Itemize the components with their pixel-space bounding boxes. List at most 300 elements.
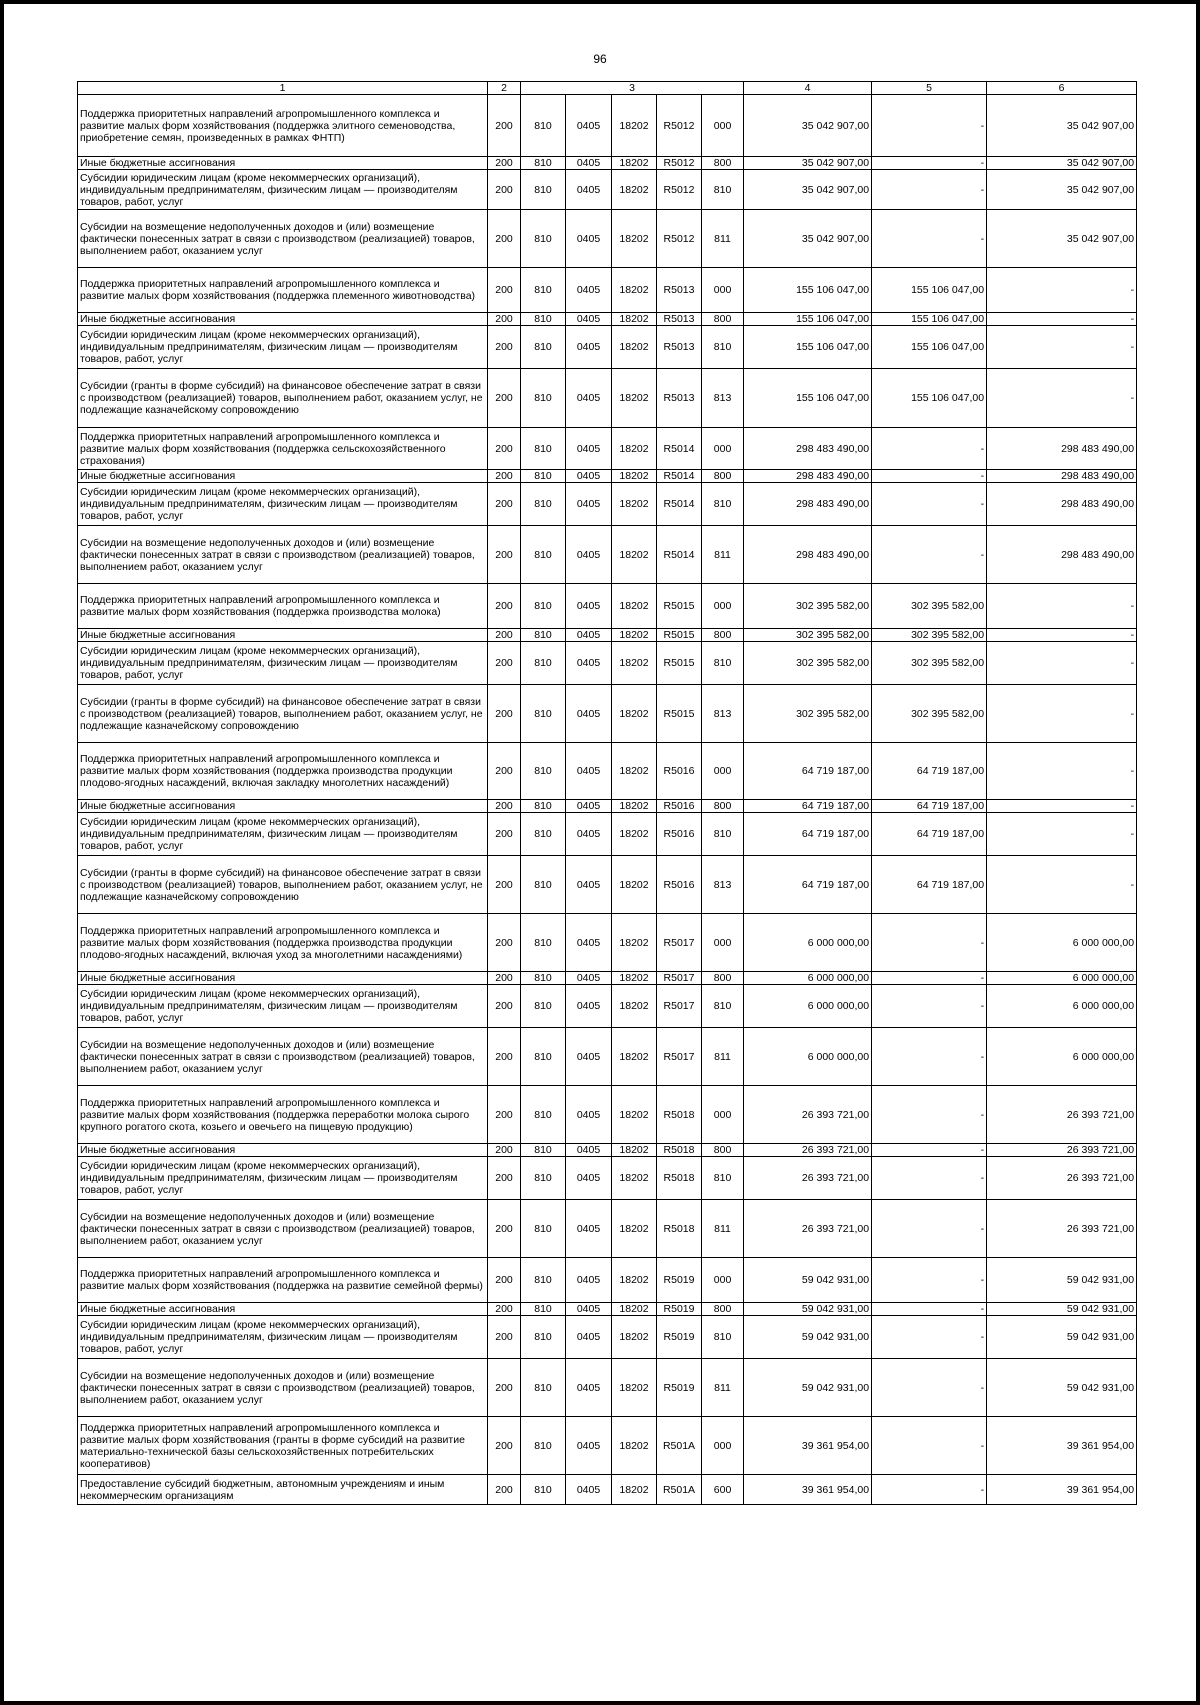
row-col-2: 200 — [488, 743, 521, 800]
row-col-3-a: 810 — [521, 1086, 566, 1144]
row-col-3-a: 810 — [521, 470, 566, 483]
row-col-2: 200 — [488, 1200, 521, 1258]
row-col-3-a: 810 — [521, 642, 566, 685]
table-row — [78, 1144, 1137, 1157]
row-col-3-e: 000 — [702, 914, 744, 972]
row-col-3-b: 0405 — [566, 800, 612, 813]
row-col-6: 35 042 907,00 — [987, 210, 1137, 268]
row-col-3-a: 810 — [521, 1359, 566, 1417]
row-col-3-c: 18202 — [612, 483, 657, 526]
row-col-2: 200 — [488, 157, 521, 170]
row-col-2: 200 — [488, 1144, 521, 1157]
table-row — [78, 629, 1137, 642]
row-col-3-e: 810 — [702, 985, 744, 1028]
row-col-5: 155 106 047,00 — [872, 268, 987, 313]
row-col-3-a: 810 — [521, 1144, 566, 1157]
row-col-5: 64 719 187,00 — [872, 856, 987, 914]
row-col-3-b: 0405 — [566, 972, 612, 985]
row-col-6: 59 042 931,00 — [987, 1316, 1137, 1359]
row-col-5: - — [872, 1200, 987, 1258]
row-col-3-e: 800 — [702, 470, 744, 483]
row-col-3-d: R5016 — [657, 743, 702, 800]
row-col-3-e: 811 — [702, 1028, 744, 1086]
row-col-3-b: 0405 — [566, 985, 612, 1028]
row-col-3-c: 18202 — [612, 813, 657, 856]
row-col-3-d: R5014 — [657, 526, 702, 584]
row-col-5: 302 395 582,00 — [872, 642, 987, 685]
row-col-2: 200 — [488, 369, 521, 428]
row-col-3-d: R5018 — [657, 1200, 702, 1258]
row-name: Поддержка приоритетных направлений агропромышленного комплекса и развитие малых форм хозяйствования (поддержка племенного животноводства) — [78, 268, 488, 313]
row-col-3-a: 810 — [521, 972, 566, 985]
row-name: Поддержка приоритетных направлений агропромышленного комплекса и развитие малых форм хозяйствования (поддержка переработки молока сырого крупного рогатого скота, козьего и овечьего на пищевую продукцию) — [78, 1086, 488, 1144]
row-col-3-e: 800 — [702, 800, 744, 813]
row-col-2: 200 — [488, 428, 521, 470]
row-col-6: 39 361 954,00 — [987, 1475, 1137, 1505]
row-col-3-c: 18202 — [612, 526, 657, 584]
row-col-3-b: 0405 — [566, 170, 612, 210]
row-col-2: 200 — [488, 170, 521, 210]
row-col-3-a: 810 — [521, 157, 566, 170]
row-name: Субсидии (гранты в форме субсидий) на финансовое обеспечение затрат в связи с производством (реализацией) товаров, выполнением работ, оказанием услуг, не подлежащие казначейскому сопровождению — [78, 856, 488, 914]
row-col-3-c: 18202 — [612, 1086, 657, 1144]
row-col-6: 26 393 721,00 — [987, 1144, 1137, 1157]
page-number: 96 — [593, 52, 607, 66]
row-col-3-d: R5018 — [657, 1157, 702, 1200]
table-row — [78, 685, 1137, 743]
row-col-3-c: 18202 — [612, 369, 657, 428]
row-col-6: 6 000 000,00 — [987, 985, 1137, 1028]
row-col-3-b: 0405 — [566, 1086, 612, 1144]
table-row — [78, 1359, 1137, 1417]
row-col-3-b: 0405 — [566, 685, 612, 743]
row-col-6: - — [987, 800, 1137, 813]
table-row — [78, 1258, 1137, 1303]
table-row — [78, 972, 1137, 985]
table-row — [78, 1417, 1137, 1475]
row-col-3-d: R5014 — [657, 428, 702, 470]
row-col-3-a: 810 — [521, 313, 566, 326]
row-col-3-e: 800 — [702, 313, 744, 326]
row-name: Субсидии на возмещение недополученных доходов и (или) возмещение фактически понесенных затрат в связи с производством (реализацией) товаров, выполнением работ, оказанием услуг — [78, 210, 488, 268]
row-col-3-b: 0405 — [566, 268, 612, 313]
row-col-3-b: 0405 — [566, 1316, 612, 1359]
row-col-3-e: 813 — [702, 856, 744, 914]
row-col-4: 35 042 907,00 — [744, 157, 872, 170]
table-row — [78, 813, 1137, 856]
row-name: Поддержка приоритетных направлений агропромышленного комплекса и развитие малых форм хозяйствования (гранты в форме субсидий на развитие материально-технической базы сельскохозяйственных потребительских кооперативов) — [78, 1417, 488, 1475]
row-col-6: - — [987, 813, 1137, 856]
row-col-3-b: 0405 — [566, 1258, 612, 1303]
row-col-3-b: 0405 — [566, 95, 612, 157]
row-col-4: 64 719 187,00 — [744, 800, 872, 813]
row-name: Субсидии на возмещение недополученных доходов и (или) возмещение фактически понесенных затрат в связи с производством (реализацией) товаров, выполнением работ, оказанием услуг — [78, 526, 488, 584]
row-col-6: 26 393 721,00 — [987, 1200, 1137, 1258]
row-col-3-d: R5017 — [657, 972, 702, 985]
row-col-4: 298 483 490,00 — [744, 526, 872, 584]
row-col-3-d: R5017 — [657, 914, 702, 972]
row-col-3-d: R5019 — [657, 1316, 702, 1359]
table-row — [78, 1316, 1137, 1359]
table-row — [78, 743, 1137, 800]
row-col-4: 302 395 582,00 — [744, 629, 872, 642]
row-col-5: - — [872, 1303, 987, 1316]
row-col-3-c: 18202 — [612, 1303, 657, 1316]
row-col-2: 200 — [488, 856, 521, 914]
row-col-2: 200 — [488, 268, 521, 313]
row-col-5: - — [872, 428, 987, 470]
row-col-6: - — [987, 268, 1137, 313]
row-name: Субсидии на возмещение недополученных доходов и (или) возмещение фактически понесенных затрат в связи с производством (реализацией) товаров, выполнением работ, оказанием услуг — [78, 1028, 488, 1086]
row-col-4: 59 042 931,00 — [744, 1316, 872, 1359]
row-col-4: 64 719 187,00 — [744, 813, 872, 856]
row-col-3-e: 810 — [702, 813, 744, 856]
row-col-3-a: 810 — [521, 856, 566, 914]
row-col-3-b: 0405 — [566, 1359, 612, 1417]
row-col-3-e: 000 — [702, 584, 744, 629]
row-col-2: 200 — [488, 972, 521, 985]
row-col-3-a: 810 — [521, 526, 566, 584]
row-col-3-d: R5012 — [657, 157, 702, 170]
row-col-3-b: 0405 — [566, 428, 612, 470]
row-col-3-e: 800 — [702, 1303, 744, 1316]
row-col-2: 200 — [488, 526, 521, 584]
row-col-3-e: 800 — [702, 972, 744, 985]
row-col-6: 59 042 931,00 — [987, 1359, 1137, 1417]
row-col-3-c: 18202 — [612, 1258, 657, 1303]
row-col-4: 64 719 187,00 — [744, 856, 872, 914]
row-col-3-d: R5012 — [657, 95, 702, 157]
row-col-4: 298 483 490,00 — [744, 483, 872, 526]
row-col-3-a: 810 — [521, 428, 566, 470]
row-col-3-e: 811 — [702, 1359, 744, 1417]
table-row — [78, 470, 1137, 483]
row-col-5: 155 106 047,00 — [872, 369, 987, 428]
row-col-5: 155 106 047,00 — [872, 326, 987, 369]
row-name: Субсидии юридическим лицам (кроме некоммерческих организаций), индивидуальным предпринимателям, физическим лицам — производителям товаров, работ, услуг — [78, 1157, 488, 1200]
row-col-3-c: 18202 — [612, 743, 657, 800]
row-col-3-c: 18202 — [612, 1200, 657, 1258]
row-col-3-c: 18202 — [612, 428, 657, 470]
row-col-2: 200 — [488, 483, 521, 526]
row-col-3-c: 18202 — [612, 685, 657, 743]
row-col-3-e: 000 — [702, 1417, 744, 1475]
table-row — [78, 157, 1137, 170]
row-col-3-b: 0405 — [566, 584, 612, 629]
row-col-3-b: 0405 — [566, 1028, 612, 1086]
row-col-3-d: R5016 — [657, 813, 702, 856]
row-name: Иные бюджетные ассигнования — [78, 1144, 488, 1157]
row-col-3-b: 0405 — [566, 1303, 612, 1316]
row-col-3-d: R5013 — [657, 313, 702, 326]
row-name: Субсидии (гранты в форме субсидий) на финансовое обеспечение затрат в связи с производством (реализацией) товаров, выполнением работ, оказанием услуг, не подлежащие казначейскому сопровождению — [78, 685, 488, 743]
row-col-5: - — [872, 1316, 987, 1359]
row-col-6: 6 000 000,00 — [987, 914, 1137, 972]
row-col-3-e: 800 — [702, 1144, 744, 1157]
row-col-3-d: R5015 — [657, 685, 702, 743]
row-col-3-a: 810 — [521, 1417, 566, 1475]
row-col-5: 302 395 582,00 — [872, 685, 987, 743]
header-row — [78, 82, 1137, 95]
row-col-3-e: 811 — [702, 1200, 744, 1258]
row-col-3-a: 810 — [521, 800, 566, 813]
row-col-3-b: 0405 — [566, 642, 612, 685]
row-col-3-c: 18202 — [612, 326, 657, 369]
row-col-5: 64 719 187,00 — [872, 813, 987, 856]
table-row — [78, 95, 1137, 157]
row-col-4: 35 042 907,00 — [744, 210, 872, 268]
row-col-2: 200 — [488, 629, 521, 642]
row-col-3-e: 811 — [702, 210, 744, 268]
row-col-5: - — [872, 157, 987, 170]
row-name: Поддержка приоритетных направлений агропромышленного комплекса и развитие малых форм хозяйствования (поддержка на развитие семейной фермы) — [78, 1258, 488, 1303]
row-col-4: 298 483 490,00 — [744, 428, 872, 470]
row-name: Субсидии юридическим лицам (кроме некоммерческих организаций), индивидуальным предпринимателям, физическим лицам — производителям товаров, работ, услуг — [78, 1316, 488, 1359]
row-col-3-c: 18202 — [612, 1144, 657, 1157]
row-name: Поддержка приоритетных направлений агропромышленного комплекса и развитие малых форм хозяйствования (поддержка сельскохозяйственного страхования) — [78, 428, 488, 470]
row-col-3-b: 0405 — [566, 526, 612, 584]
table-row — [78, 1028, 1137, 1086]
row-col-3-d: R5012 — [657, 170, 702, 210]
table-row — [78, 642, 1137, 685]
row-col-3-d: R501A — [657, 1417, 702, 1475]
table-row — [78, 369, 1137, 428]
row-name: Субсидии юридическим лицам (кроме некоммерческих организаций), индивидуальным предпринимателям, физическим лицам — производителям товаров, работ, услуг — [78, 483, 488, 526]
row-col-5: - — [872, 1144, 987, 1157]
row-col-3-e: 810 — [702, 1157, 744, 1200]
row-col-4: 298 483 490,00 — [744, 470, 872, 483]
row-col-6: - — [987, 369, 1137, 428]
row-col-3-e: 810 — [702, 483, 744, 526]
table-row — [78, 1086, 1137, 1144]
row-col-3-c: 18202 — [612, 972, 657, 985]
row-name: Иные бюджетные ассигнования — [78, 157, 488, 170]
row-col-3-e: 000 — [702, 1086, 744, 1144]
row-col-2: 200 — [488, 1316, 521, 1359]
row-col-3-b: 0405 — [566, 813, 612, 856]
table-row — [78, 985, 1137, 1028]
row-col-3-c: 18202 — [612, 1157, 657, 1200]
row-col-2: 200 — [488, 1359, 521, 1417]
table-row — [78, 526, 1137, 584]
row-col-3-c: 18202 — [612, 170, 657, 210]
row-col-3-d: R5013 — [657, 268, 702, 313]
row-col-3-c: 18202 — [612, 642, 657, 685]
row-col-4: 155 106 047,00 — [744, 326, 872, 369]
table-row — [78, 800, 1137, 813]
table-row — [78, 1157, 1137, 1200]
row-col-4: 26 393 721,00 — [744, 1086, 872, 1144]
row-col-2: 200 — [488, 1303, 521, 1316]
row-name: Поддержка приоритетных направлений агропромышленного комплекса и развитие малых форм хозяйствования (поддержка производства продукции плодово-ягодных насаждений, включая уход за многолетними насаждениями) — [78, 914, 488, 972]
row-col-3-d: R5015 — [657, 629, 702, 642]
table-row — [78, 1475, 1137, 1505]
row-col-3-b: 0405 — [566, 1200, 612, 1258]
row-col-5: - — [872, 483, 987, 526]
header-col-4: 4 — [744, 82, 872, 95]
row-col-3-b: 0405 — [566, 1417, 612, 1475]
row-col-4: 59 042 931,00 — [744, 1303, 872, 1316]
header-col-2: 2 — [488, 82, 521, 95]
header-col-5: 5 — [872, 82, 987, 95]
row-col-3-a: 810 — [521, 483, 566, 526]
row-col-3-b: 0405 — [566, 470, 612, 483]
row-col-3-b: 0405 — [566, 629, 612, 642]
row-col-4: 26 393 721,00 — [744, 1157, 872, 1200]
row-col-4: 59 042 931,00 — [744, 1258, 872, 1303]
row-col-3-b: 0405 — [566, 210, 612, 268]
row-col-3-d: R5019 — [657, 1359, 702, 1417]
row-col-3-a: 810 — [521, 743, 566, 800]
row-col-3-d: R5016 — [657, 800, 702, 813]
row-col-4: 302 395 582,00 — [744, 642, 872, 685]
row-col-2: 200 — [488, 642, 521, 685]
row-col-5: - — [872, 1417, 987, 1475]
row-col-6: 39 361 954,00 — [987, 1417, 1137, 1475]
row-name: Иные бюджетные ассигнования — [78, 972, 488, 985]
row-name: Поддержка приоритетных направлений агропромышленного комплекса и развитие малых форм хозяйствования (поддержка производства молока) — [78, 584, 488, 629]
row-col-3-a: 810 — [521, 326, 566, 369]
row-col-3-a: 810 — [521, 95, 566, 157]
row-col-3-d: R5015 — [657, 642, 702, 685]
row-col-6: 298 483 490,00 — [987, 526, 1137, 584]
row-col-6: - — [987, 743, 1137, 800]
row-col-3-e: 810 — [702, 642, 744, 685]
row-col-5: - — [872, 914, 987, 972]
row-col-6: - — [987, 326, 1137, 369]
row-col-3-c: 18202 — [612, 856, 657, 914]
row-col-3-d: R5018 — [657, 1086, 702, 1144]
row-col-3-a: 810 — [521, 584, 566, 629]
row-col-5: - — [872, 1359, 987, 1417]
row-name: Субсидии юридическим лицам (кроме некоммерческих организаций), индивидуальным предпринимателям, физическим лицам — производителям товаров, работ, услуг — [78, 813, 488, 856]
row-col-3-b: 0405 — [566, 157, 612, 170]
row-name: Иные бюджетные ассигнования — [78, 313, 488, 326]
row-col-3-a: 810 — [521, 1157, 566, 1200]
row-col-3-e: 813 — [702, 369, 744, 428]
row-col-3-c: 18202 — [612, 800, 657, 813]
row-name: Субсидии (гранты в форме субсидий) на финансовое обеспечение затрат в связи с производством (реализацией) товаров, выполнением работ, оказанием услуг, не подлежащие казначейскому сопровождению — [78, 369, 488, 428]
table-row — [78, 268, 1137, 313]
row-col-6: - — [987, 856, 1137, 914]
row-col-4: 39 361 954,00 — [744, 1475, 872, 1505]
row-name: Субсидии на возмещение недополученных доходов и (или) возмещение фактически понесенных затрат в связи с производством (реализацией) товаров, выполнением работ, оказанием услуг — [78, 1200, 488, 1258]
row-col-3-a: 810 — [521, 629, 566, 642]
row-col-6: 26 393 721,00 — [987, 1157, 1137, 1200]
row-col-6: 35 042 907,00 — [987, 157, 1137, 170]
row-col-3-e: 000 — [702, 95, 744, 157]
row-col-3-c: 18202 — [612, 210, 657, 268]
row-col-2: 200 — [488, 210, 521, 268]
row-col-6: - — [987, 313, 1137, 326]
row-col-3-b: 0405 — [566, 743, 612, 800]
row-col-6: - — [987, 629, 1137, 642]
row-col-6: 26 393 721,00 — [987, 1086, 1137, 1144]
row-col-3-e: 811 — [702, 526, 744, 584]
row-name: Субсидии юридическим лицам (кроме некоммерческих организаций), индивидуальным предпринимателям, физическим лицам — производителям товаров, работ, услуг — [78, 170, 488, 210]
row-col-2: 200 — [488, 1028, 521, 1086]
row-name: Субсидии юридическим лицам (кроме некоммерческих организаций), индивидуальным предпринимателям, физическим лицам — производителям товаров, работ, услуг — [78, 985, 488, 1028]
row-col-3-d: R5019 — [657, 1303, 702, 1316]
row-col-5: - — [872, 1028, 987, 1086]
row-col-3-d: R5016 — [657, 856, 702, 914]
table-row — [78, 856, 1137, 914]
row-col-3-c: 18202 — [612, 584, 657, 629]
row-col-3-e: 810 — [702, 170, 744, 210]
table-row — [78, 1200, 1137, 1258]
row-col-5: - — [872, 470, 987, 483]
row-col-5: - — [872, 985, 987, 1028]
row-col-2: 200 — [488, 985, 521, 1028]
row-col-2: 200 — [488, 326, 521, 369]
row-col-3-e: 813 — [702, 685, 744, 743]
row-col-3-d: R5012 — [657, 210, 702, 268]
row-name: Субсидии юридическим лицам (кроме некоммерческих организаций), индивидуальным предпринимателям, физическим лицам — производителям товаров, работ, услуг — [78, 326, 488, 369]
row-col-6: - — [987, 584, 1137, 629]
row-col-3-a: 810 — [521, 210, 566, 268]
row-col-6: 6 000 000,00 — [987, 972, 1137, 985]
row-col-3-a: 810 — [521, 914, 566, 972]
row-col-3-b: 0405 — [566, 1144, 612, 1157]
row-col-2: 200 — [488, 584, 521, 629]
row-col-3-c: 18202 — [612, 268, 657, 313]
row-col-3-e: 000 — [702, 1258, 744, 1303]
row-col-3-c: 18202 — [612, 470, 657, 483]
row-col-3-a: 810 — [521, 1303, 566, 1316]
row-col-3-b: 0405 — [566, 1475, 612, 1505]
row-col-3-e: 810 — [702, 326, 744, 369]
row-col-3-e: 000 — [702, 743, 744, 800]
row-col-3-d: R5013 — [657, 369, 702, 428]
row-col-3-a: 810 — [521, 985, 566, 1028]
table-row — [78, 313, 1137, 326]
table-row — [78, 428, 1137, 470]
row-col-4: 155 106 047,00 — [744, 369, 872, 428]
row-col-6: 59 042 931,00 — [987, 1258, 1137, 1303]
row-col-3-e: 800 — [702, 157, 744, 170]
row-col-3-a: 810 — [521, 1316, 566, 1359]
row-col-3-c: 18202 — [612, 1028, 657, 1086]
table-row — [78, 210, 1137, 268]
row-col-4: 35 042 907,00 — [744, 170, 872, 210]
row-col-3-a: 810 — [521, 685, 566, 743]
row-name: Поддержка приоритетных направлений агропромышленного комплекса и развитие малых форм хозяйствования (поддержка элитного семеноводства, приобретение семян, произведенных в рамках ФНТП) — [78, 95, 488, 157]
row-col-5: 64 719 187,00 — [872, 743, 987, 800]
row-col-3-c: 18202 — [612, 1417, 657, 1475]
table-row — [78, 170, 1137, 210]
row-col-4: 6 000 000,00 — [744, 914, 872, 972]
row-col-3-e: 600 — [702, 1475, 744, 1505]
row-col-5: - — [872, 526, 987, 584]
row-col-3-a: 810 — [521, 1258, 566, 1303]
row-name: Иные бюджетные ассигнования — [78, 470, 488, 483]
row-col-3-c: 18202 — [612, 95, 657, 157]
row-col-4: 6 000 000,00 — [744, 972, 872, 985]
row-col-6: 298 483 490,00 — [987, 483, 1137, 526]
row-col-4: 39 361 954,00 — [744, 1417, 872, 1475]
row-col-6: 35 042 907,00 — [987, 170, 1137, 210]
row-col-5: - — [872, 1157, 987, 1200]
row-col-6: 35 042 907,00 — [987, 95, 1137, 157]
row-col-4: 155 106 047,00 — [744, 313, 872, 326]
row-col-3-d: R501A — [657, 1475, 702, 1505]
row-col-2: 200 — [488, 1157, 521, 1200]
row-name: Субсидии юридическим лицам (кроме некоммерческих организаций), индивидуальным предпринимателям, физическим лицам — производителям товаров, работ, услуг — [78, 642, 488, 685]
row-col-4: 26 393 721,00 — [744, 1200, 872, 1258]
row-col-2: 200 — [488, 1086, 521, 1144]
row-col-3-b: 0405 — [566, 313, 612, 326]
budget-table — [77, 81, 1137, 1505]
